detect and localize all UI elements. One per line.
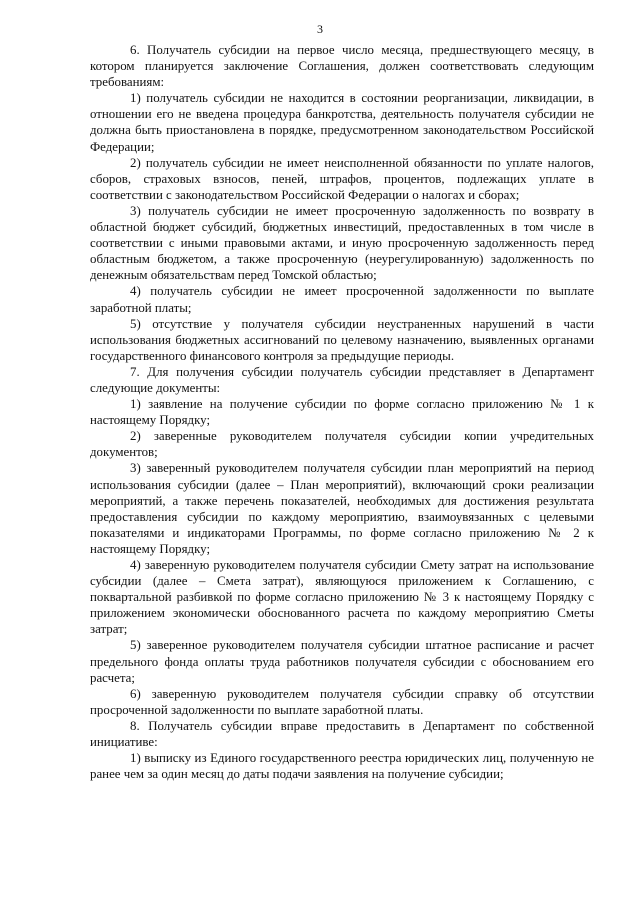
paragraph-6: 6. Получатель субсидии на первое число месяца, предшествующего месяцу, в котором планируется заключение Соглашения, должен соответствовать следующим требованиям: xyxy=(90,43,594,90)
paragraph-7-4: 4) заверенную руководителем получателя субсидии Смету затрат на использование субсидии (далее – Смета затрат), являющуюся приложением к Соглашению, с поквартальной разбивкой по форме согласно приложению № 3 к настоящему Порядку с приложением экономически обоснованного расчета по каждому мероприятию Сметы затрат; xyxy=(90,558,594,637)
paragraph-6-4: 4) получатель субсидии не имеет просроченной задолженности по выплате заработной платы; xyxy=(90,284,594,315)
paragraph-6-2: 2) получатель субсидии не имеет неисполненной обязанности по уплате налогов, сборов, страховых взносов, пеней, штрафов, процентов, подлежащих уплате в соответствии с законодательством Российской Федерации о налогах и сборах; xyxy=(90,155,594,202)
paragraph-8: 8. Получатель субсидии вправе предоставить в Департамент по собственной инициативе: xyxy=(90,718,594,750)
page-number: 3 xyxy=(317,22,323,36)
paragraph-7-2: 2) заверенные руководителем получателя субсидии копии учредительных документов; xyxy=(90,429,594,460)
paragraph-7-6: 6) заверенную руководителем получателя субсидии справку об отсутствии просроченной задолженности по выплате заработной платы. xyxy=(90,686,594,717)
paragraph-6-5: 5) отсутствие у получателя субсидии неустраненных нарушений в части использования бюджетных ассигнований по целевому назначению, выявленных органами государственного финансового контроля за предыдущие периоды. xyxy=(90,316,594,363)
paragraph-6-1: 1) получатель субсидии не находится в состоянии реорганизации, ликвидации, в отношении его не введена процедура банкротства, деятельность получателя субсидии не должна быть приостановлена в порядке, предусмотренном законодательством Российской Федерации; xyxy=(90,91,594,154)
paragraph-6-3: 3) получатель субсидии не имеет просроченную задолженность по возврату в областной бюджет субсидий, бюджетных инвестиций, предоставленных в том числе в соответствии с иными правовыми актами, и иную просроченную задолженность перед областным бюджетом, а также просроченную (неурегулированную) задолженность по денежным обязательствам перед Томской областью; xyxy=(90,203,594,283)
paragraph-7: 7. Для получения субсидии получатель субсидии представляет в Департамент следующие документы: xyxy=(90,364,594,395)
document-body xyxy=(90,42,594,782)
paragraph-7-5: 5) заверенное руководителем получателя субсидии штатное расписание и расчет предельного фонда оплаты труда работников получателя субсидии с обоснованием его расчета; xyxy=(90,638,594,685)
paragraph-7-3: 3) заверенный руководителем получателя субсидии план мероприятий на период использования субсидии (далее – План мероприятий), включающий сроки реализации мероприятий, а также перечень показателей, необходимых для достижения результата предоставления субсидии по каждому мероприятию, взаимоувязанных с целевыми показателями и индикаторами Программы, по форме согласно приложению № 2 к настоящему Порядку; xyxy=(90,461,594,556)
paragraph-7-1: 1) заявление на получение субсидии по форме согласно приложению № 1 к настоящему Порядку; xyxy=(90,397,594,428)
paragraph-8-1: 1) выписку из Единого государственного реестра юридических лиц, полученную не ранее чем за один месяц до даты подачи заявления на получение субсидии; xyxy=(90,751,594,782)
